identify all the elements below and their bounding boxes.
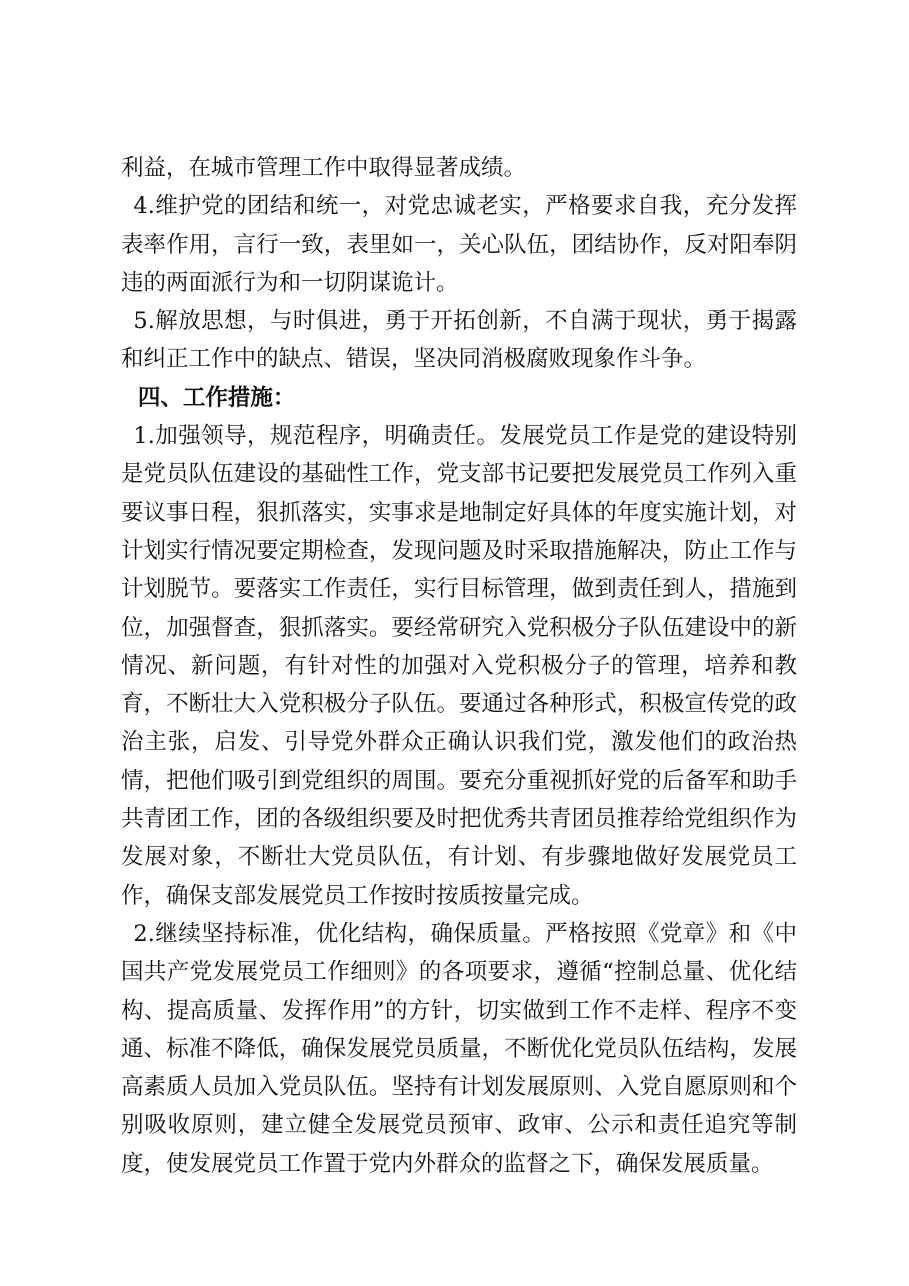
paragraph-continuation: 利益，在城市管理工作中取得显著成绩。: [121, 155, 527, 181]
paragraph-item-5: 5.解放思想，与时俱进，勇于开拓创新，不自满于现状，勇于揭露和纠正工作中的缺点、错误，坚决同消极腐败现象作斗争。: [121, 308, 797, 373]
measure-item-2: 2.继续坚持标准，优化结构，确保质量。严格按照《党章》和《中国共产党发展党员工作细则》的各项要求，遵循“控制总量、优化结构、提高质量、发挥作用”的方针，切实做到工作不走样、程序不变通、标准不降低，确保发展党员质量，不断优化党员队伍结构，发展高素质人员加入党员队伍。坚持有计划发展原则、入党自愿原则和个别吸收原则，建立健全发展党员预审、政审、公示和责任追究等制度，使发展党员工作置于党内外群众的监督之下，确保发展质量。: [121, 920, 797, 1177]
document-body: [121, 149, 797, 1183]
section-heading: 四、工作措施：: [137, 384, 296, 411]
paragraph-item-4: 4.维护党的团结和统一，对党忠诚老实，严格要求自我，充分发挥表率作用，言行一致，表里如一，关心队伍，团结协作，反对阳奉阴违的两面派行为和一切阴谋诡计。: [121, 193, 797, 296]
measure-item-1: 1.加强领导，规范程序，明确责任。发展党员工作是党的建设特别是党员队伍建设的基础性工作，党支部书记要把发展党员工作列入重要议事日程，狠抓落实，实事求是地制定好具体的年度实施计划，对计划实行情况要定期检查，发现问题及时采取措施解决，防止工作与计划脱节。要落实工作责任，实行目标管理，做到责任到人，措施到位，加强督查，狠抓落实。要经常研究入党积极分子队伍建设中的新情况、新问题，有针对性的加强对入党积极分子的管理，培养和教育，不断壮大入党积极分子队伍。要通过各种形式，积极宣传党的政治主张，启发、引导党外群众正确认识我们党，激发他们的政治热情，把他们吸引到党组织的周围。要充分重视抓好党的后备军和助手共青团工作，团的各级组织要及时把优秀共青团员推荐给党组织作为发展对象，不断壮大党员队伍，有计划、有步骤地做好发展党员工作，确保支部发展党员工作按时按质按量完成。: [121, 423, 797, 909]
